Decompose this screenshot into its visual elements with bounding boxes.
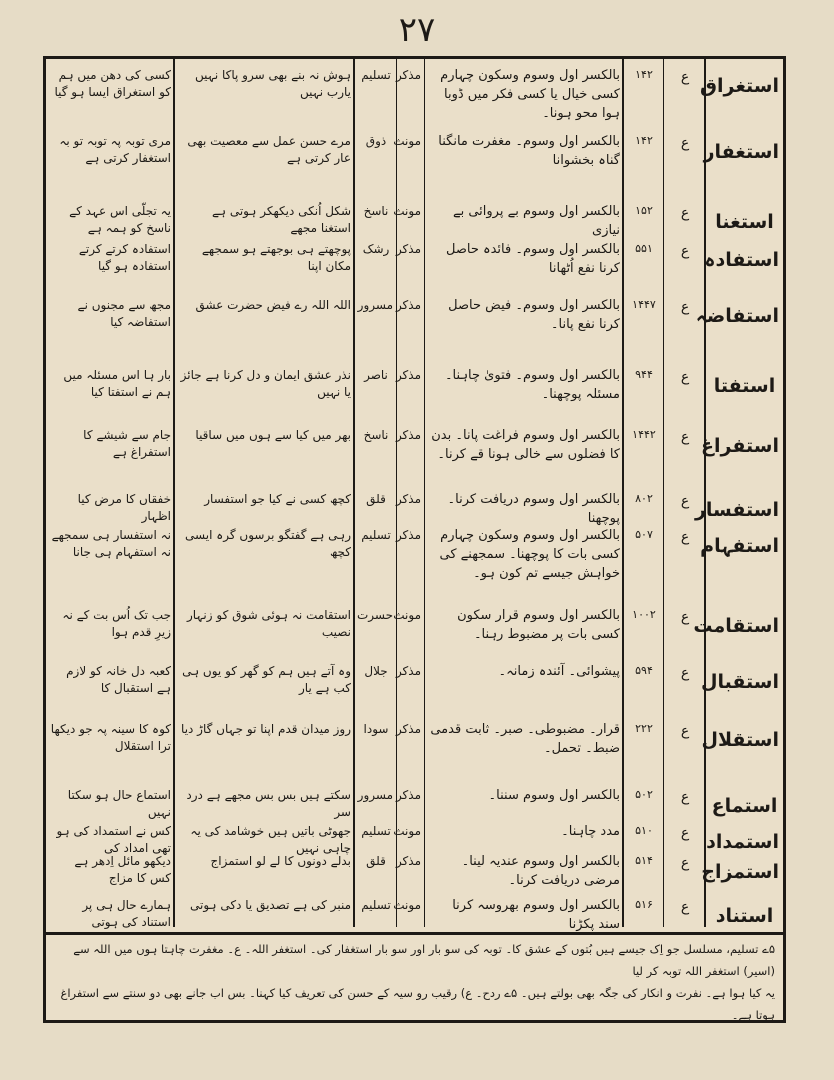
- headword: استفسار: [694, 499, 779, 521]
- gender: مذکر: [395, 788, 421, 802]
- reference-number: ۵۱۰: [635, 824, 653, 837]
- poet-name: ناسخ: [363, 204, 389, 218]
- footnote-line: یہ کیا ہوا ہے۔ نفرت و انکار کی جگہ بھی بولتے ہیں۔ ۵ے ردح۔ ع) رقیب رو سیہ کے حسن کی تعریف کیا کہنا۔ بس اب جانے بھی دو سنتے سے استفراغ ہوتا ہے۔: [60, 985, 775, 1022]
- headword: استقلال: [701, 729, 779, 751]
- gender: مذکر: [395, 68, 421, 82]
- verse-line-2: ہمارے حال ہی پر استناد کی ہوتی: [82, 898, 171, 930]
- meaning: بالکسر اول وسوم قرار سکون کسی بات پر مضبوط رہنا۔: [457, 608, 620, 642]
- language-marker: ع: [680, 825, 690, 841]
- reference-number: ۱۵۲: [635, 204, 653, 217]
- entry-row: [46, 785, 783, 821]
- meaning: مدد چاہنا۔: [561, 824, 620, 839]
- reference-number: ۵۱۴: [635, 854, 653, 867]
- meaning: بالکسر اول وسوم سننا۔: [488, 788, 620, 803]
- headword: استمداد: [706, 831, 779, 853]
- gender: مذکر: [395, 854, 421, 868]
- headword: استغنا: [715, 211, 774, 233]
- verse-line-2: استماع حال ہو سکتا نہیں: [67, 788, 171, 820]
- entry-row: [46, 821, 783, 856]
- verse-line-1: جھوٹی باتیں ہیں خوشامد کی یہ چاہی نہیں: [190, 824, 351, 856]
- reference-number: ۱۴۴۷: [632, 298, 656, 311]
- verse-line-1: اللہ اللہ رے فیض حضرت عشق: [195, 298, 351, 312]
- meaning: بالکسر اول وسوم۔ فائدہ حاصل کرنا نفع اُٹھانا: [445, 242, 620, 276]
- meaning: بالکسر اول وسوم دریافت کرنا۔ پوچھنا: [447, 492, 620, 526]
- language-marker: ع: [680, 429, 690, 445]
- poet-name: قلق: [366, 854, 386, 868]
- reference-number: ۵۱۶: [635, 898, 653, 911]
- gender: مذکر: [395, 664, 421, 678]
- language-marker: ع: [680, 665, 690, 681]
- reference-number: ۵۵۱: [635, 242, 653, 255]
- meaning: قرار۔ مضبوطی۔ صبر۔ ثابت قدمی ضبط۔ تحمل۔: [430, 722, 620, 756]
- poet-name: ناسخ: [363, 428, 389, 442]
- entry-row: [46, 365, 783, 425]
- entry-row: [46, 295, 783, 357]
- poet-name: تسلیم: [361, 824, 391, 838]
- headword: استفہام: [700, 535, 779, 557]
- poet-name: تسلیم: [361, 528, 391, 542]
- language-marker: ع: [680, 243, 690, 259]
- entry-row: [46, 131, 783, 197]
- headword: استغفار: [703, 141, 779, 163]
- reference-number: ۱۴۲: [635, 134, 653, 147]
- language-marker: ع: [680, 899, 690, 915]
- meaning: بالکسر اول وسوم بے پروائی بے نیازی: [452, 204, 620, 238]
- verse-line-1: روز میدان قدم اپنا تو جہاں گاڑ دیا: [181, 722, 351, 736]
- poet-name: ناصر: [364, 368, 388, 382]
- gender: مذکر: [395, 298, 421, 312]
- verse-line-2: کسی کی دھن میں ہم کو استغراق ایسا ہو گیا: [54, 68, 171, 100]
- headword: استماع: [711, 795, 778, 817]
- language-marker: ع: [680, 609, 690, 625]
- meaning: بالکسر اول وسوم عندیہ لینا۔ مرضی دریافت کرنا۔: [461, 854, 620, 888]
- entry-row: [46, 895, 783, 932]
- entry-list: [46, 59, 783, 932]
- meaning: بالکسر اول وسوم۔ فتویٰ چاہنا۔ مسئلہ پوچھنا۔: [444, 368, 620, 402]
- reference-number: ۱۰۰۲: [632, 608, 656, 621]
- poet-name: حسرت: [356, 608, 393, 622]
- verse-line-1: بدلے دونوں کا لے لو استمزاج: [210, 854, 351, 868]
- verse-line-1: مرے حسن عمل سے معصیت بھی عار کرتی ہے: [187, 134, 351, 166]
- verse-line-2: بار ہا اس مسئلہ میں ہم نے استفتا کیا: [63, 368, 171, 400]
- meaning: بالکسر اول وسوم۔ فیض حاصل کرنا نفع پانا۔: [448, 298, 620, 332]
- reference-number: ۵۰۷: [635, 528, 653, 541]
- verse-line-2: کس نے استمداد کی ہو تھی امداد کی: [56, 824, 171, 856]
- verse-line-2: خفقاں کا مرض کیا اظہار: [77, 492, 171, 524]
- gender: مذکر: [395, 492, 421, 506]
- reference-number: ۹۴۴: [635, 368, 653, 381]
- footnote: [46, 932, 783, 1020]
- headword: استمزاج: [701, 861, 779, 883]
- verse-line-2: کعبہ دل خانہ کو لازم ہے استقبال کا: [66, 664, 171, 696]
- meaning: بالکسر اول وسوم بھروسہ کرنا سند پکڑنا: [452, 898, 620, 932]
- headword: استفاضہ: [695, 305, 779, 327]
- verse-line-2: مری توبہ پہ توبہ تو بہ استغفار کرتی ہے: [59, 134, 171, 166]
- verse-line-2: یہ تجلّی اس عہد کے ناسخ کو ہمہ ہے: [69, 204, 171, 236]
- verse-line-1: ہوش نہ بنے بھی سرو پاکا نہیں یارب نہیں: [195, 68, 351, 100]
- language-marker: ع: [680, 299, 690, 315]
- poet-name: جلال: [364, 664, 388, 678]
- language-marker: ع: [680, 205, 690, 221]
- headword: استغراق: [700, 75, 779, 97]
- verse-line-1: رہی ہے گفتگو برسوں گرہ ایسی کچھ: [185, 528, 351, 560]
- entry-row: [46, 425, 783, 485]
- verse-line-1: وہ آتے ہیں ہم کو گھر کو یوں ہی کب ہے یار: [182, 664, 351, 696]
- gender: مونث: [393, 608, 421, 622]
- verse-line-1: استقامت نہ ہوئی شوق کو زنہار نصیب: [186, 608, 351, 640]
- language-marker: ع: [680, 529, 690, 545]
- footnote-line: ۵ے تسلیم، مسلسل جو اِک جیسے ہیں بُتوں کے عشق کا۔ توبہ کی سو بار اور سو بار استغفار کی۔ استغفر اللہ۔ ع۔ مغفرت چاہتا ہوں میں اللہ سے (اسیر) استغفر اللہ توبہ کر لیا: [73, 942, 775, 978]
- gender: مذکر: [395, 242, 421, 256]
- headword: استناد: [715, 905, 774, 927]
- verse-line-2: کوہ کا سینہ پہ جو دیکھا ترا استقلال: [50, 722, 171, 754]
- verse-line-1: نذر عشق ایمان و دل کرنا ہے جائز یا نہیں: [180, 368, 351, 400]
- poet-name: تسلیم: [361, 68, 391, 82]
- language-marker: ع: [680, 723, 690, 739]
- verse-line-2: جام سے شیشے کا استفراغ ہے: [83, 428, 171, 460]
- entry-row: [46, 201, 783, 237]
- meaning: بالکسر اول وسوم وسکون چہارم کسی خیال یا کسی فکر میں ڈوبا ہوا محو ہونا۔: [440, 68, 620, 121]
- gender: مذکر: [395, 528, 421, 542]
- verse-line-2: دیکھو مائل اِدھر ہے کس کا مزاج: [74, 854, 171, 886]
- poet-name: ذوق: [365, 134, 387, 148]
- verse-line-2: استفادہ کرتے کرتے استفادہ ہو گیا: [78, 242, 171, 274]
- verse-line-1: شکل اُنکی دیکھکر ہوتی ہے استغنا مجھے: [211, 204, 351, 236]
- gender: مونث: [393, 824, 421, 838]
- reference-number: ۱۴۲: [635, 68, 653, 81]
- poet-name: رشک: [362, 242, 390, 256]
- entry-row: [46, 489, 783, 525]
- entry-row: [46, 525, 783, 597]
- entry-row: [46, 65, 783, 127]
- poet-name: مسرور: [357, 788, 393, 802]
- meaning: بالکسر اول وسوم فراغت پانا۔ بدن کا فضلوں سے خالی ہونا قے کرنا۔: [431, 428, 620, 462]
- headword: استفتا: [713, 375, 776, 397]
- verse-line-2: مجھ سے مجنوں نے استفاضہ کیا: [77, 298, 171, 330]
- dictionary-frame: [43, 56, 786, 1023]
- poet-name: سودا: [363, 722, 389, 736]
- reference-number: ۲۲۲: [635, 722, 653, 735]
- language-marker: ع: [680, 135, 690, 151]
- headword: استقامت: [693, 615, 779, 637]
- poet-name: مسرور: [357, 298, 393, 312]
- entry-row: [46, 851, 783, 891]
- language-marker: ع: [680, 789, 690, 805]
- reference-number: ۱۴۴۲: [632, 428, 656, 441]
- gender: مونث: [393, 134, 421, 148]
- language-marker: ع: [680, 493, 690, 509]
- verse-line-1: کچھ کسی نے کیا جو استفسار: [204, 492, 351, 506]
- verse-line-1: سکتے ہیں بس بس مجھے ہے درد سر: [186, 788, 351, 820]
- poet-name: قلق: [366, 492, 386, 506]
- language-marker: ع: [680, 855, 690, 871]
- entry-row: [46, 239, 783, 291]
- meaning: پیشوائی۔ آئندہ زمانہ۔: [498, 664, 620, 679]
- gender: مذکر: [395, 722, 421, 736]
- entry-row: [46, 605, 783, 657]
- reference-number: ۸۰۲: [635, 492, 653, 505]
- verse-line-1: پوچھتے ہی بوجھتے ہو سمجھے مکان اپنا: [201, 242, 351, 274]
- poet-name: تسلیم: [361, 898, 391, 912]
- reference-number: ۵۰۲: [635, 788, 653, 801]
- headword: استقبال: [700, 671, 779, 693]
- headword: استفادہ: [704, 249, 779, 271]
- entry-row: [46, 661, 783, 717]
- gender: مونث: [393, 898, 421, 912]
- verse-line-2: نہ استفسار ہی سمجھے نہ استفہام ہی جانا: [51, 528, 171, 560]
- entry-row: [46, 719, 783, 781]
- language-marker: ع: [680, 69, 690, 85]
- gender: مونث: [393, 204, 421, 218]
- language-marker: ع: [680, 369, 690, 385]
- meaning: بالکسر اول وسوم۔ مغفرت مانگنا گناہ بخشوانا: [438, 134, 620, 168]
- meaning: بالکسر اول وسوم وسکون چہارم کسی بات کا پوچھنا۔ سمجھنے کی خواہش جیسے تم کون ہو۔: [439, 528, 620, 581]
- verse-line-1: منبر کی ہے تصدیق یا دکی ہوتی: [190, 898, 351, 912]
- gender: مذکر: [395, 428, 421, 442]
- gender: مذکر: [395, 368, 421, 382]
- verse-line-1: بھر میں کیا سے ہوں میں ساقیا: [195, 428, 351, 442]
- reference-number: ۵۹۴: [635, 664, 653, 677]
- verse-line-2: جب تک اُس بت کے نہ زیرِ قدم ہوا: [62, 608, 171, 640]
- page-number: ۲۷: [398, 10, 436, 50]
- headword: استفراغ: [701, 435, 779, 457]
